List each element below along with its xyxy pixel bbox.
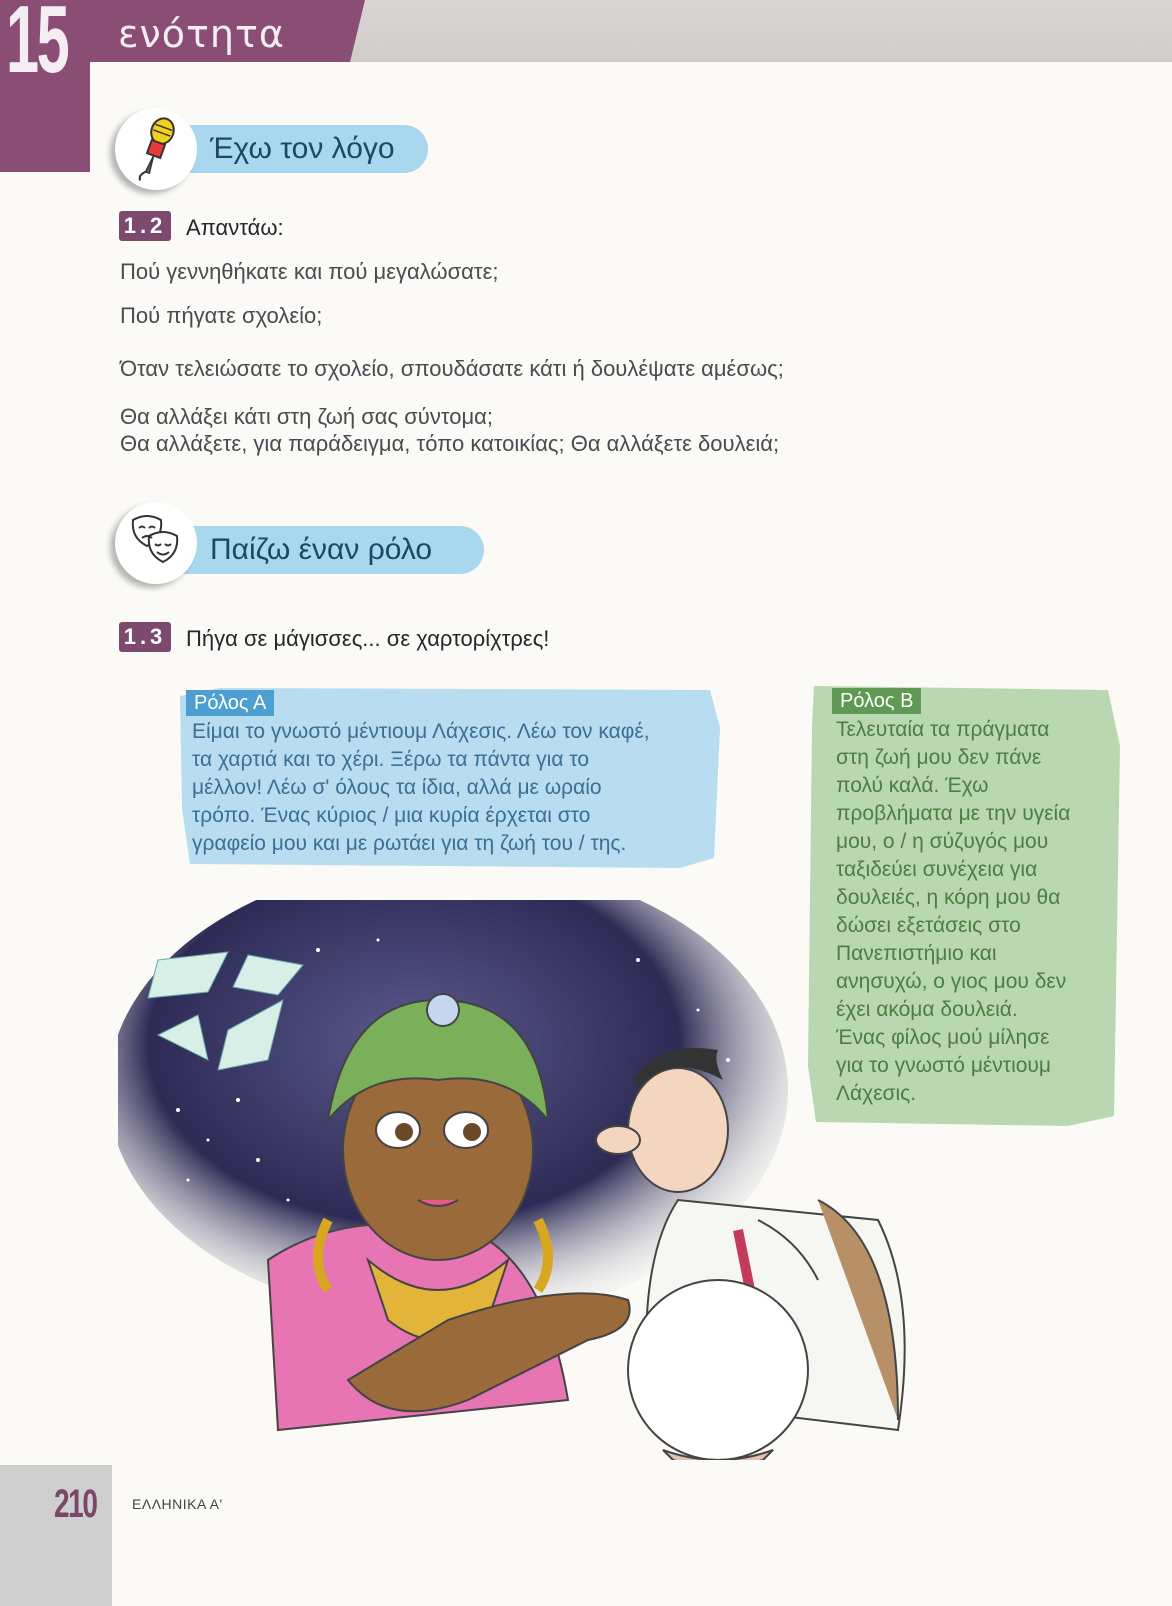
role-b-line: Λάχεσις.: [836, 1082, 917, 1105]
role-a-line: Είμαι το γνωστό μέντιουμ Λάχεσις. Λέω τον καφέ,: [192, 720, 650, 743]
section-badge-roleplay: [115, 502, 197, 584]
role-a-line: γραφείο μου και με ρωτάει για τη ζωή του / της.: [192, 832, 627, 855]
role-b-line: στη ζωή μου δεν πάνε: [836, 746, 1042, 769]
exercise-title: Πήγα σε μάγισσες... σε χαρτορίχτρες!: [186, 626, 550, 651]
page-number: 210: [54, 1482, 97, 1526]
role-a-text: [192, 718, 650, 858]
role-b-line: Τελευταία τα πράγματα: [836, 718, 1050, 741]
role-b-line: ταξιδεύει συνέχεια για: [836, 858, 1038, 881]
question-1: Πού γεννηθήκατε και πού μεγαλώσατε;: [120, 259, 499, 284]
unit-word: ενότητα: [118, 12, 285, 56]
role-a-line: τρόπο. Ένας κύριος / μια κυρία έρχεται στο: [192, 804, 591, 827]
question-2: Πού πήγατε σχολείο;: [120, 303, 323, 328]
role-a-label: Ρόλος Α: [186, 690, 274, 716]
role-b-line: για το γνωστό μέντιουμ: [836, 1054, 1052, 1077]
role-a-line: τα χαρτιά και το χέρι. Ξέρω τα πάντα για το: [192, 748, 590, 771]
role-b-line: δουλειές, η κόρη μου θα: [836, 886, 1061, 909]
role-b-label: Ρόλος Β: [832, 688, 921, 714]
section-title-roleplay: Παίζω έναν ρόλο: [118, 526, 484, 574]
role-b-line: μου, ο / η σύζυγός μου: [836, 830, 1049, 853]
section-title-speak: Έχω τον λόγο: [118, 125, 428, 173]
role-b-line: ανησυχώ, ο γιος μου δεν: [836, 970, 1067, 993]
role-b-line: Ένας φίλος μού μίλησε: [836, 1026, 1050, 1049]
exercise-title: Απαντάω:: [186, 215, 284, 240]
fortune-teller-illustration: [118, 900, 1118, 1460]
microphone-icon: [115, 108, 197, 190]
exercise-number-badge: 1.2: [119, 211, 171, 241]
role-b-line: δώσει εξετάσεις στο: [836, 914, 1021, 937]
footer-book-title: ΕΛΛΗΝΙΚΑ Α': [132, 1496, 223, 1512]
role-b-line: Πανεπιστήμιο και: [836, 942, 997, 965]
role-b-line: προβλήματα με την υγεία: [836, 802, 1071, 825]
role-b-line: πολύ καλά. Έχω: [836, 774, 989, 797]
question-5: Θα αλλάξετε, για παράδειγμα, τόπο κατοικίας; Θα αλλάξετε δουλειά;: [120, 431, 780, 456]
role-b-line: έχει ακόμα δουλειά.: [836, 998, 1018, 1021]
question-4: Θα αλλάξει κάτι στη ζωή σας σύντομα;: [120, 404, 493, 429]
unit-number: 15: [6, 0, 68, 93]
role-a-line: μέλλον! Λέω σ' όλους τα ίδια, αλλά με ωραίο: [192, 776, 602, 799]
theater-masks-icon: [115, 502, 197, 584]
section-badge-speak: [115, 108, 197, 190]
exercise-number-badge: 1.3: [119, 622, 171, 652]
question-3: Όταν τελειώσατε το σχολείο, σπουδάσατε κάτι ή δουλέψατε αμέσως;: [120, 356, 784, 381]
